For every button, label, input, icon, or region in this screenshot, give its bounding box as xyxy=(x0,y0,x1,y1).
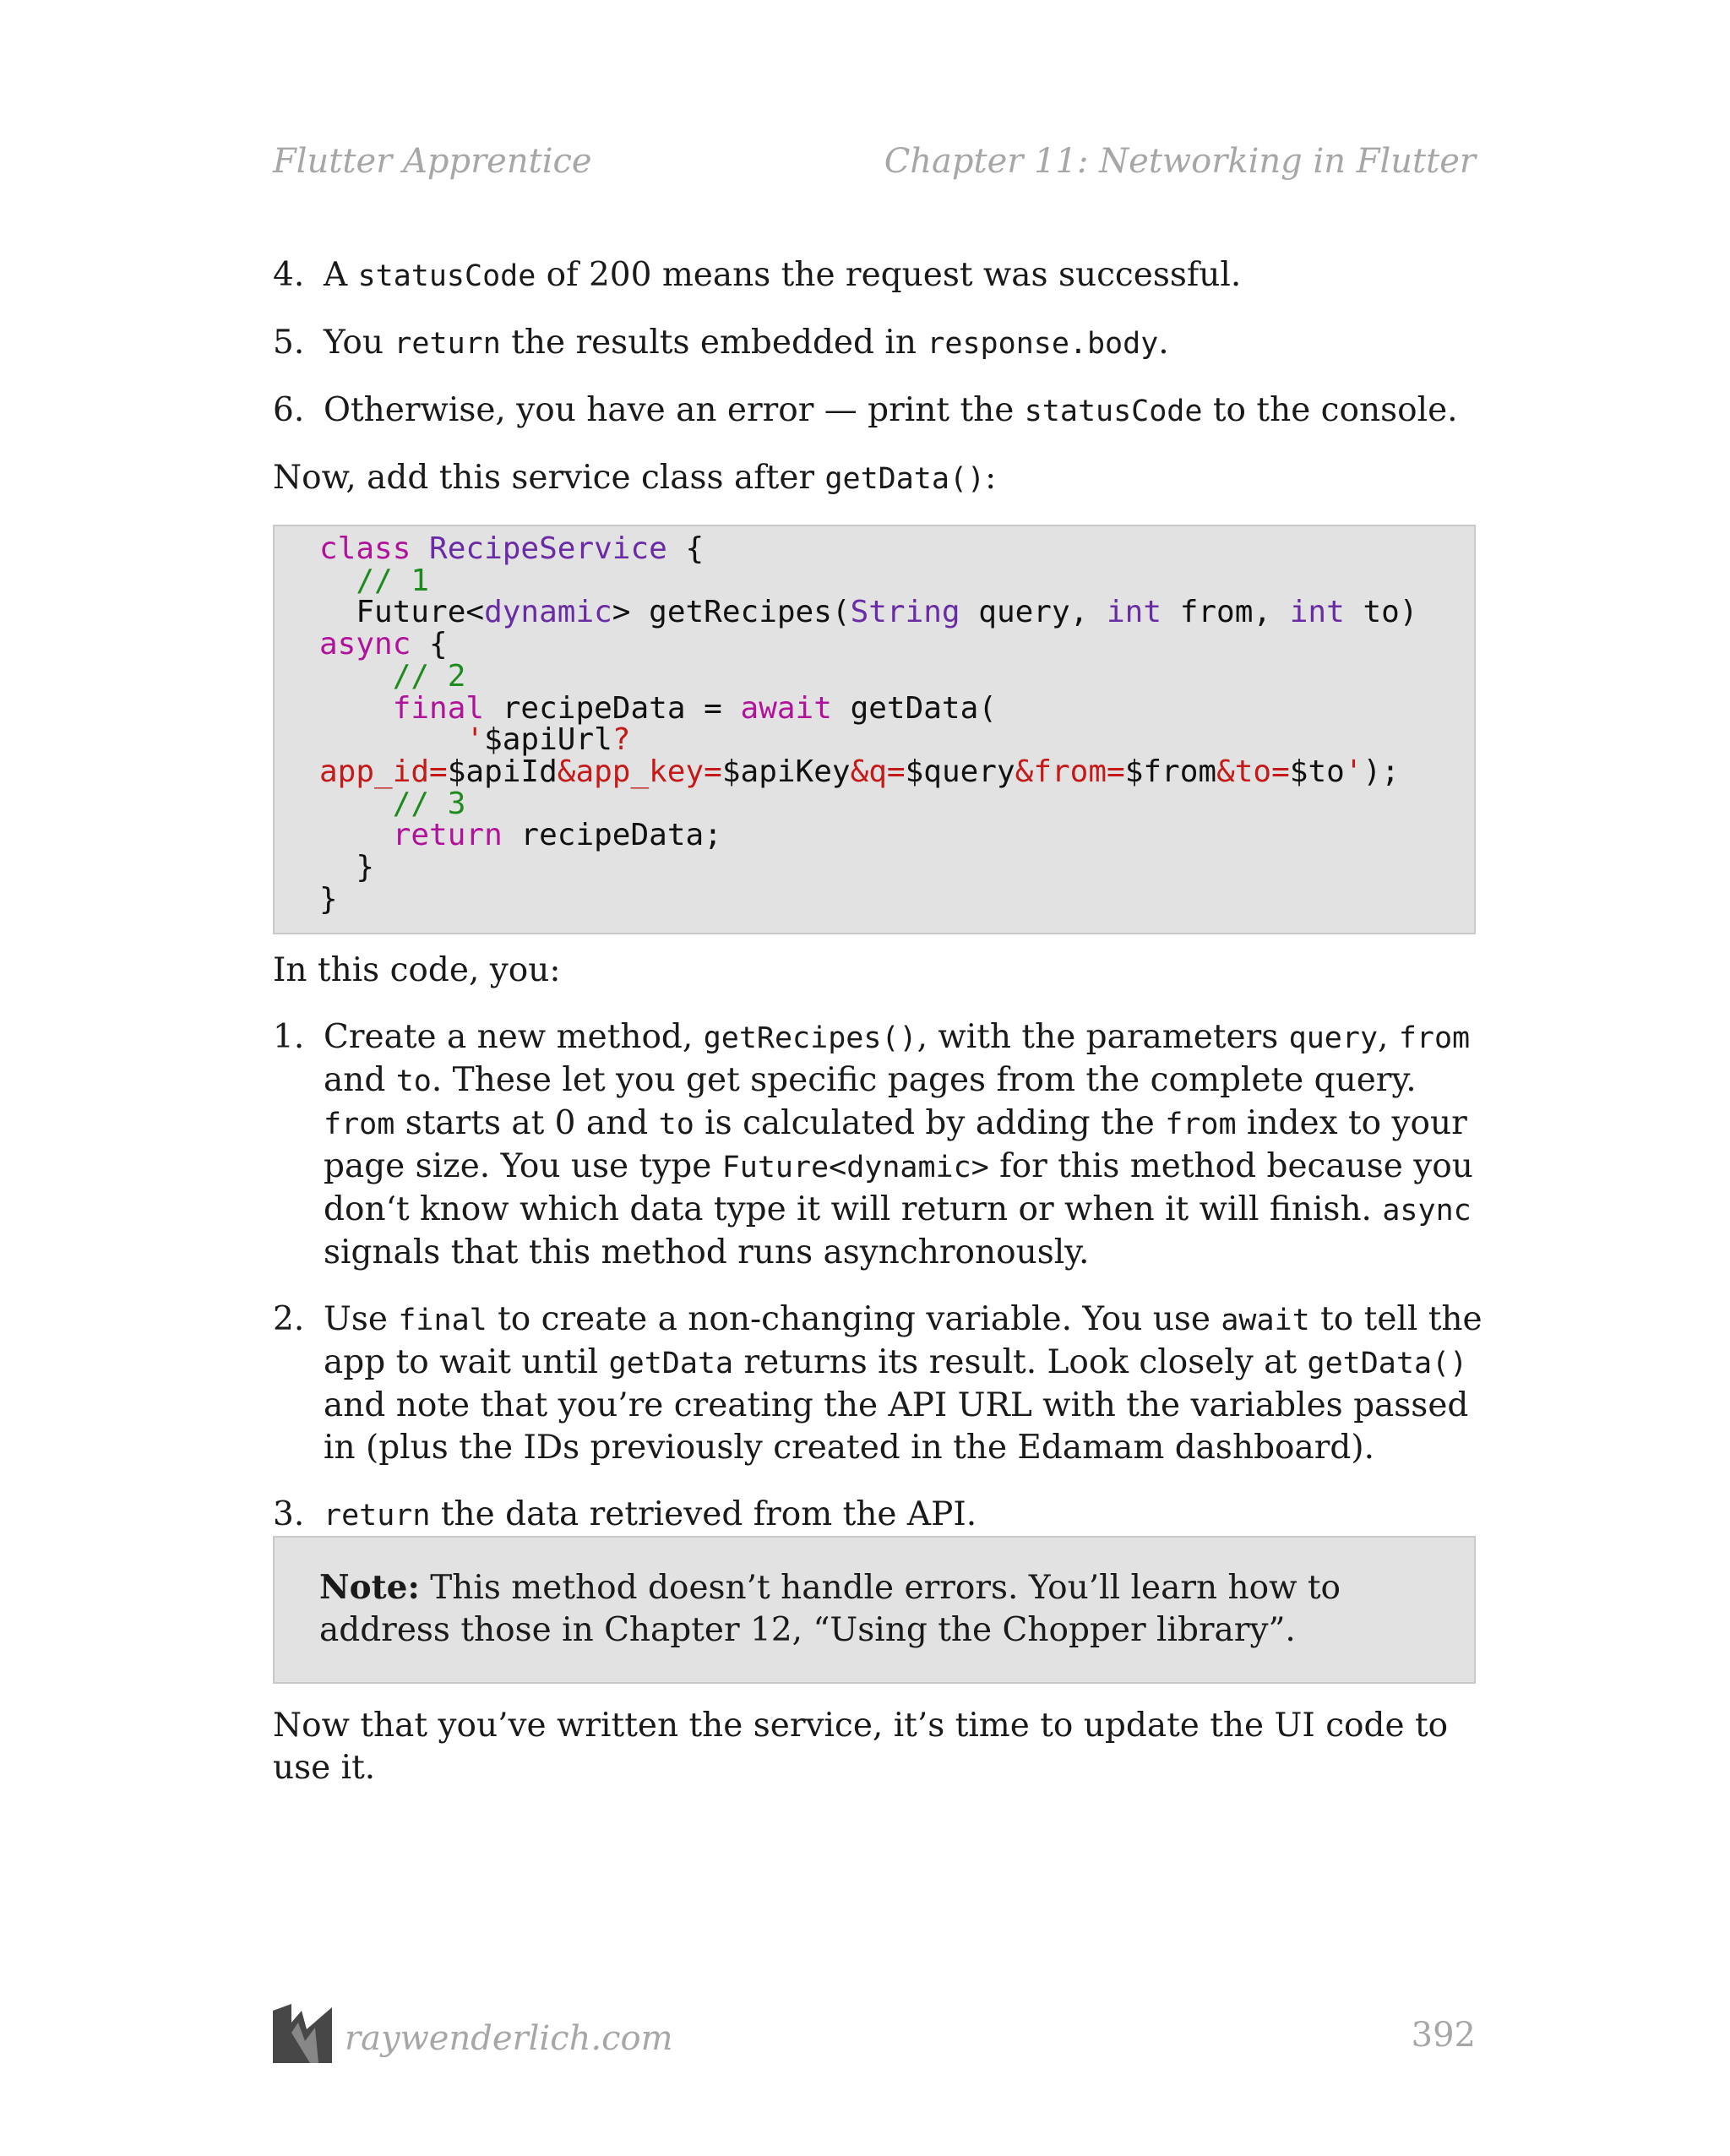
text-run: signals that this method runs asynchronously. xyxy=(324,1233,1090,1271)
text-run: , with the parameters xyxy=(917,1018,1289,1056)
code-token: // 3 xyxy=(319,786,466,821)
text-run: index to your page size. You use type xyxy=(324,1104,1467,1185)
list-number: 6. xyxy=(273,391,305,429)
text-run: to the console. xyxy=(1202,391,1458,429)
text-run: A xyxy=(324,256,358,294)
list-number: 5. xyxy=(273,324,305,362)
code-token: ' xyxy=(1344,754,1363,789)
text-run: to create a non-changing variable. You use xyxy=(487,1300,1221,1338)
code-line xyxy=(319,722,630,757)
text-run: returns its result. Look closely at xyxy=(733,1343,1308,1381)
code-line xyxy=(319,531,704,566)
code-line xyxy=(319,691,997,726)
text-run: to tell the app to wait until xyxy=(324,1300,1482,1381)
code-token: async xyxy=(319,627,411,662)
code-token: int xyxy=(1289,595,1345,630)
code-token: > getRecipes( xyxy=(612,595,851,630)
list-number: 3. xyxy=(273,1495,305,1533)
page-number: 392 xyxy=(1411,2016,1476,2055)
footer-site: raywenderlich.com xyxy=(345,2019,673,2058)
text-run: . These let you get specific pages from the complete query. xyxy=(431,1061,1417,1099)
code-token: getData( xyxy=(831,690,997,726)
code-token: RecipeService xyxy=(429,531,667,566)
code-token: $to xyxy=(1289,754,1345,789)
code-token: &q= xyxy=(850,754,906,789)
inline-code: from xyxy=(324,1108,395,1141)
code-token: return xyxy=(319,818,503,853)
code-token: ? xyxy=(612,722,631,758)
code-line xyxy=(319,882,338,917)
note-label: Note: xyxy=(319,1568,420,1607)
list-item xyxy=(273,1016,1489,1274)
text-run: Use xyxy=(324,1300,399,1338)
inline-code: async xyxy=(1382,1194,1472,1228)
code-token: query, xyxy=(960,595,1107,630)
code-token: to) xyxy=(1344,595,1418,630)
list-item xyxy=(273,254,1489,297)
inline-code: response.body xyxy=(927,327,1159,361)
code-line xyxy=(319,595,1417,629)
intro-paragraph xyxy=(273,457,1489,500)
text-run: for this method because you don‘t know which data type it will return or when it will finish. xyxy=(324,1147,1473,1228)
code-token: String xyxy=(850,595,960,630)
explanation-list xyxy=(273,1016,1489,1537)
code-line xyxy=(319,850,374,885)
inline-code: getData() xyxy=(824,462,986,496)
code-block xyxy=(273,525,1476,934)
code-token: dynamic xyxy=(484,595,612,630)
text-run: Otherwise, you have an error — print the xyxy=(324,391,1025,429)
page-header xyxy=(273,142,1476,181)
list-item xyxy=(273,1494,1489,1537)
inline-code: from xyxy=(1398,1021,1471,1055)
inline-code: getData() xyxy=(1307,1347,1468,1380)
code-token: Future< xyxy=(319,595,485,630)
text-run: the results embedded in xyxy=(500,324,928,362)
inline-code: Future<dynamic> xyxy=(721,1151,989,1184)
code-token: { xyxy=(411,627,448,662)
list-item xyxy=(273,1298,1489,1469)
list-number: 4. xyxy=(273,256,305,294)
text-run: . xyxy=(1158,324,1169,362)
code-token: { xyxy=(666,531,705,566)
text-run: , xyxy=(1378,1018,1399,1056)
inline-code: getData xyxy=(608,1347,734,1380)
text-run: Now, add this service class after xyxy=(273,459,825,497)
list-item xyxy=(273,389,1489,433)
code-token: // 2 xyxy=(319,658,466,694)
code-token: class xyxy=(319,531,430,566)
explanation-list-wrapper xyxy=(273,1016,1489,1537)
text-run: You xyxy=(324,324,394,362)
code-token: $query xyxy=(905,754,1015,789)
code-token: final xyxy=(319,690,485,726)
chapter-title: Chapter 11: Networking in Flutter xyxy=(884,142,1476,181)
code-token: ' xyxy=(319,722,485,758)
text-run: Create a new method, xyxy=(324,1018,704,1056)
inline-code: final xyxy=(398,1304,487,1337)
inline-code: to xyxy=(658,1108,694,1141)
code-token: $apiUrl xyxy=(484,722,612,758)
inline-code: getRecipes() xyxy=(703,1021,917,1055)
code-token: recipeData; xyxy=(502,818,722,853)
code-line xyxy=(319,818,722,852)
text-run: : xyxy=(985,459,997,497)
code-token: // 1 xyxy=(319,563,430,598)
note-text: This method doesn’t handle errors. You’ll learn how to address those in Chapter 12, “Using the Chopper library”. xyxy=(319,1569,1341,1649)
text-run: and note that you’re creating the API URL with the variables passed in (plus the IDs previously created in the Edamam dashboard). xyxy=(324,1386,1469,1467)
code-token: from, xyxy=(1161,595,1290,630)
code-line xyxy=(319,564,429,598)
code-line xyxy=(319,659,465,694)
inline-code: from xyxy=(1165,1108,1237,1141)
text-run: is calculated by adding the xyxy=(694,1104,1166,1142)
code-token: await xyxy=(740,690,832,726)
code-token: } xyxy=(319,881,338,917)
text-run: starts at 0 and xyxy=(394,1104,659,1142)
code-line xyxy=(319,627,448,662)
inline-code: await xyxy=(1221,1304,1310,1337)
code-token: &app_key= xyxy=(557,754,722,789)
code-token: $from xyxy=(1124,754,1217,789)
code-token: &from= xyxy=(1015,754,1125,789)
text-run: and xyxy=(324,1061,396,1099)
code-listing xyxy=(319,533,1474,915)
inline-code: statusCode xyxy=(357,259,536,293)
inline-code: return xyxy=(324,1499,431,1533)
inline-code: query xyxy=(1288,1021,1379,1055)
code-token: &to= xyxy=(1216,754,1290,789)
steps-list-continued xyxy=(273,254,1489,433)
inline-code: statusCode xyxy=(1024,395,1203,428)
code-token: $apiId xyxy=(447,754,558,789)
text-run: the data retrieved from the API. xyxy=(430,1495,977,1533)
inline-code: to xyxy=(395,1064,432,1098)
code-token: ); xyxy=(1363,754,1400,789)
code-line xyxy=(319,754,1400,789)
text-run: of 200 means the request was successful. xyxy=(536,256,1242,294)
raywenderlich-logo-icon xyxy=(273,2004,332,2063)
in-this-code-paragraph: In this code, you: xyxy=(273,951,561,989)
code-token: int xyxy=(1107,595,1162,630)
steps-list xyxy=(273,254,1489,433)
code-token: $apiKey xyxy=(721,754,851,789)
code-token: recipeData = xyxy=(484,690,741,726)
note-box xyxy=(273,1536,1476,1684)
list-number: 1. xyxy=(273,1018,305,1056)
list-number: 2. xyxy=(273,1300,305,1338)
inline-code: return xyxy=(394,327,501,361)
book-title: Flutter Apprentice xyxy=(273,142,592,181)
code-token: } xyxy=(319,850,375,885)
code-line xyxy=(319,787,465,821)
list-item xyxy=(273,322,1489,365)
closing-paragraph: Now that you’ve written the service, it’s time to update the UI code to use it. xyxy=(273,1707,1449,1787)
code-token: app_id= xyxy=(319,754,448,789)
